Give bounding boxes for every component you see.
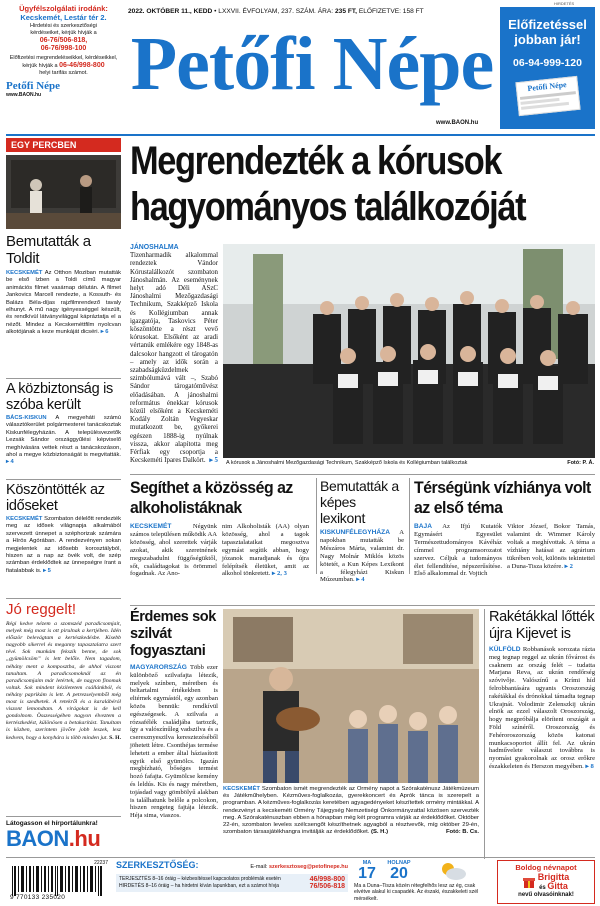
promo-phone: 06-94-999-120: [513, 57, 582, 69]
service-line2: kérdéseiket, kérjük hívják a: [30, 30, 97, 36]
subscription-price: ELŐFIZETVE: 158 FT: [358, 8, 424, 15]
story-toldi-title[interactable]: Bemutatták a Toldit: [6, 233, 91, 267]
story-rocket-page[interactable]: 8: [590, 762, 594, 770]
story-lexicon-page[interactable]: 4: [361, 576, 365, 584]
weather-text: Ma a Duna–Tisza közén rétegfelhős lesz az ég, csak elvétve alakul ki csapadék. Az északi, északkeleti szél mérsékelt.: [354, 883, 479, 902]
story-alcohol-text-a: Négyünk számos településen működik AA közösség, ahol szerettek várják azokat, akik szeretnének megszabadulni függőségüktől, sőt, családtagokat is örömmel fogadnak. Az Ano-: [130, 523, 217, 578]
story-alcohol-pages[interactable]: 2, 3: [276, 570, 287, 578]
story-plum-text: Több ezer különböző szilvafajta létezik, melyek színben, méretben és beltartalmi értékekben is eltérnek egymástól, egy azonban közös bennük: rendkívül egészségesek. A szilvafa a rózsafélék családjába tartozik, így a valószínűleg vadszilva és a cseresznyeszilva keresztezéséből jöhetett létre. Csonthéjas termése lehetett a ember által háziasított egyik első gyümölcs. Igazán megbízható, bőséges termést hozó fafajta. Gyümölcse kemény és leldús. Kis és nagy méretben, tojásdad vagy gömbölyű alakban is találhatunk belőle a polcokon, hiszen rengeteg fajtája létezik. Héja sima, viaszos.: [130, 664, 219, 820]
phone2-text: HIRDETÉS 8–16 óráig – ha hirdetni kíván lapunkban, ezt a számot hívja: [119, 883, 280, 889]
story-lexicon-lede: KISKUNFÉLEGYHÁZA: [320, 529, 390, 536]
weather-box: [354, 860, 492, 904]
weather-today-label: MA: [362, 860, 372, 866]
subscription-promo[interactable]: [500, 7, 595, 129]
nameday-title: Boldog névnapot: [515, 863, 577, 872]
baon-logo: BAON: [6, 826, 69, 851]
story-plum: [130, 609, 218, 859]
newspaper-logo: Petőfi Népe: [130, 22, 494, 106]
ormeny-sign: (S. H.): [371, 829, 389, 836]
service-phone2: 06-76/998-100: [40, 45, 87, 52]
service-box: [6, 4, 121, 128]
baon-suffix: .hu: [68, 826, 101, 851]
story-security-text: A megyeháti számú választókerület polgármesterei tanácskoztak Kiskunfélegyházán. A településvezetők Lezsák Sándor országgyűlési képviselő meghívására vettek részt a tanácskozáson, ahol a megye közbiztonságát is megvitatták.: [6, 415, 121, 459]
story-rocket-lede: KÜLFÖLD: [489, 646, 521, 653]
price-label: ÁRA:: [317, 8, 334, 15]
lead-caption: [226, 460, 594, 467]
story-rocket-title[interactable]: Rakétákkal lőtték újra Kijevet is: [489, 609, 595, 642]
story-rocket-text: Robbanások sorozata rázta meg tegnap reggel az ukrán fővárost és csaknem az ország felét – tudatta Marjana Reva, az ukrán rendőrség szóvivője. Valószínű a Krími híd felrobbantására ugyanis Oroszország rakétákkal és drónokkal támadta tegnap Ukrajnát. Volodimir Zelenszkij ukrán elnök az ezzel válaszolt Oroszország, hogy megpróbálja elöríteni országát a Föld színéről. Oroszország és Fehéroroszország közös katonai munkacsoportot állít fel. Az ukrán hadművelete válaszut továbbra is nyomást gyakorolnak az orosz erőkre északkeleten és Herszon megyében.: [489, 646, 595, 770]
promo-paper-title: Petőfi Népe: [526, 80, 567, 94]
story-lexicon: Bemutatták a képes lexikont KISKUNFÉLEGYHÁZA A napokban mutatták be Mészáros Márta, valamint dr. Nagy Molnár Miklós közös kötetét, a Kun Képes Lexikont a félegyházi Kiskun Múzeumban. ▸ 4: [316, 478, 404, 574]
story-lexicon-text: A napokban mutatták be Mészáros Márta, valamint dr. Nagy Molnár Miklós közös kötetét, a Kun Képes Lexikont a félegyházi Kiskun Múzeumban.: [320, 529, 404, 584]
ormeny-photo: [223, 609, 479, 783]
story-alcohol: Segíthet a közösség az alkoholistáknak KECSKEMÉT Négyünk számos településen működik AA közösség, ahol szerettek várják azokat, akik szeretnének megszabadulni függőségüktől, sőt, családtagokat is örömmel fogadnak. Az Ano- nim Alkoholisták (AA) olyan közösség, ahol a tagok tapasztalataikat megosztva egymást segítik abban, hogy józanok maradjanak és újra felépítsék életüket, amit az alkohol tönkretett. ▸ 2, 3: [130, 478, 310, 574]
mini-logo: Petőfi Népe: [6, 80, 61, 92]
ormeny-lede: KECSKEMÉT: [223, 786, 260, 792]
partly-cloudy-icon: [438, 860, 468, 882]
promo-line1: Előfizetéssel: [508, 17, 587, 32]
baon-tagline: Látogasson el hírportálunkra!: [6, 820, 98, 827]
good-morning-sign: S. H.: [109, 734, 121, 741]
lead-headline[interactable]: Megrendezték a kórusok hagyományos találkozóját: [130, 139, 526, 229]
row2-rule: [130, 474, 595, 475]
dateline: 2022. OKTÓBER 11., KEDD • LXXVII. ÉVFOLYAM, 237. SZÁM. ÁRA: 235 FT, ELŐFIZETVE: 158 FT: [128, 8, 424, 15]
site-url: www.BAON.hu: [436, 120, 479, 126]
story-water-title[interactable]: Térségünk vízhiánya volt az első téma: [414, 478, 591, 517]
phone1-text: TERJESZTÉS 8–16 óráig – kézbesítéssel kapcsolatos problémák esetén: [119, 876, 281, 882]
weather-tomorrow-temp: 20: [390, 865, 408, 882]
editorial-box: [116, 860, 348, 904]
barcode-digits: 9 770133 235020: [10, 894, 66, 901]
promo-line2: jobban jár!: [514, 32, 581, 47]
story-lexicon-title[interactable]: Bemutatták a képes lexikont: [320, 478, 399, 526]
gift-icon: [523, 875, 535, 889]
lead-text-column: JÁNOSHALMA Tizenharmadik alkalommal rendeztek Vándor Kórustalálkozót szombaton Jánoshalmán. Az eseménynek helyt adó Déli ASzC Jánoshalmi Mezőgazdasági Technikum, Szakképző Iskola és Kollégiumban annak igazgatója, Taskovics Péter köszöntötte a részt vevő kórusokat. Elsőként az aradi vértanúk emlékére egy 1848-as dalcsokor hangzott el tárogatón – amely az idők során a szabadságküzdelmek szimbólumává vált –, Szabó Sándor tárogatóművész előadásában. A jánoshalmi református énekkar kórusok közül elsőként a Kecskeméti Kodály Zoltán Vegyeskar mutatkozott be, győkerei egészen 1888-ig nyúlnak vissza, akkor alapította meg Férfiak egy csoportja a Kecskeméti Ipares Dalkört. ▸ 5: [130, 244, 218, 465]
story-rocket: Rakétákkal lőtték újra Kijevet is KÜLFÖLD Robbanások sorozata rázta meg tegnap reggel az ukrán fővárost és csaknem az ország felét – tudatta Marjana Reva, az ukrán rendőrség szóvivője. Valószínű a Krími híd felrobbantására ugyanis Oroszország rakétákkal és drónokkal támadta tegnap Ukrajnát. Volodimir Zelenszkij ukrán elnök az ezzel válaszolt Oroszország, hogy megpróbálja elöríteni országát a Föld színéről. Oroszország és Fehéroroszország közös katonai munkacsoportot állít fel. Az ukrán hadművelete válaszut továbbra is nyomást gyakorolnak az orosz erőkre északkeleten és Herszon megyében. ▸ 8: [484, 609, 595, 859]
choir-photo-art: [223, 244, 595, 458]
toldi-photo-art: [6, 155, 121, 229]
service-address: Kecskemét, Lestár tér 2.: [20, 13, 107, 22]
footer-rule: [6, 857, 595, 858]
nameday-name2: Gitta: [547, 881, 568, 891]
ad-tag: HIRDETÉS: [554, 1, 575, 6]
story-toldi-lede: KECSKEMÉT: [6, 270, 43, 276]
date-text: 2022. OKTÓBER 11., KEDD: [128, 8, 213, 15]
service-line1: Hirdetési és szerkesztőségi: [30, 23, 97, 29]
story-alcohol-text-b: nim Alkoholisták (AA) olyan közösség, ahol a tagok tapasztalataikat megosztva egymást segítik abban, hogy józanok maradjanak és újra felépítsék életüket, amit az alkohol tönkretett.: [222, 523, 309, 578]
nameday-name1: Brigitta: [537, 872, 570, 882]
story-security: A közbiztonság is szóba került BÁCS-KISKUN A megyeháti számú választókerület polgármesterei tanácskoztak Kiskunfélegyházán. A településvezetők Lezsák Sándor országgyűlési képviselő meghívására vettek részt a tanácskozáson, ahol a megye közbiztonságát is megvitatták. ▸ 4: [6, 378, 121, 467]
good-morning-text: Régi kedve nézem a szomszéd paradicsomjait, melyek még most is ott pirulnak a kertjében. Idén először belevágtam a kertészkedésbe. Kisebb nagyobb sikerrel és meganny tapasztalatra szert tévé. Sok munkám fekszik benne, de sok „gyümölcsöm” is lett belőle. Nem tagadom, néhány ment a komposztba, de ahhol viszont tanultam. A paradicsomoknál az én paradicsomjaim már letértek, de nagyon finomak voltak. Sok mindent kéziletetem csállánkból, és néhány paprikám is lett. A petrezselyemből még most is szedhetek. A retekről és a karalábéról viszont lemondtam. A virágokat is de kell gondolnom. Összességében nagyon élveztem a kertészkedést, különösen a betakarítást. Tanultam is közben, szerintem jövőre jobb leszek, lesz kedvem, hogy a konyhára is több minden jut.: [6, 621, 121, 741]
phone2-number[interactable]: 76/506-818: [309, 883, 345, 890]
weather-today-temp: 17: [358, 865, 376, 882]
weather-tomorrow-label: HOLNAP: [387, 860, 411, 866]
good-morning-title: Jó reggelt!: [6, 601, 77, 618]
toldi-photo: [6, 155, 121, 229]
service-line4: kérjük hívják a: [22, 63, 58, 69]
story-good-morning: [6, 598, 121, 742]
barcode: [6, 860, 110, 904]
row3-rule: [130, 605, 595, 606]
story-security-page[interactable]: 4: [10, 459, 14, 466]
ormeny-photo-art: [223, 609, 479, 783]
lead-caption-text: A kórusok a Jánoshalmi Mezőgazdasági Technikum, Szakképző Iskola és Kollégiumban találkoztak: [226, 460, 468, 466]
ormeny-caption: [223, 786, 479, 836]
section-label: EGY PERCBEN: [6, 138, 121, 152]
service-phone1: 06-76/506-818,: [39, 37, 88, 44]
story-toldi: Bemutatták a Toldit KECSKEMÉT Az Otthon Moziban mutatták be első ízben a Toldi című magyar animációs filmet vasárnap délután. A filmet Jankovics Marcell rendezte, a Kossuth- és Balázs Béla-díjas rajzfilmrendező tavaly elhunyt. A mű nagy igényességgel készült, és rendkívül látványvilággal kápráztatja el a nézőt. Mindez a Kecskeméttfilm nyolcvan alkotójának a keze munkáját dicséri. ▸ 6: [6, 233, 122, 336]
story-elderly: Köszöntötték az időseket KECSKEMÉT Szombaton délelőtt rendezték meg az idősek világnapja alkalmából szervezett ünnepet a széphorizak számára a Hírös Agórában. A rendezvényen sokan megjelentek az idősebb korosztályból, hiszen az a nap az övék volt, de szép számban érdeklődtek az ünnepségre írant a fiatalabbak is. ▸ 5: [6, 479, 121, 575]
story-elderly-title[interactable]: Köszöntötték az időseket: [6, 482, 105, 514]
volume-text: LXXVII. ÉVFOLYAM, 237. SZÁM.: [218, 8, 316, 15]
service-title: Ügyfélszolgálati irodánk:: [19, 4, 108, 13]
phone1-number[interactable]: 46/998-800: [309, 876, 345, 883]
price-text: 235 FT,: [334, 8, 357, 15]
baon-promo[interactable]: [6, 816, 121, 854]
story-water-page[interactable]: 2: [569, 562, 573, 570]
sidebar: [6, 138, 121, 874]
story-plum-title[interactable]: Érdemes sok szilvát fogyasztani: [130, 609, 216, 659]
email-label: E-mail:: [250, 864, 268, 870]
story-water: Térségünk vízhiánya volt az első téma BAJA Az Ifjú Kutatók Egymásért Egyesület Természettudományos Kávéház címmel programsorozatot szervez. Céljuk a tudományos élet fellendítése, népszerűsítése. Első alkalommal dr. Vojtich Viktor József, Bokor Tamás, valamint dr. Wimmer Károly voltak a meghívottak. A téma a vízhiány hatásai az agrárium tükrében volt, különös tekintettel a Duna-Tisza közére. ▸ 2: [409, 478, 595, 574]
story-plum-lede: MAGYARORSZÁG: [130, 664, 187, 671]
service-line3: Előfizetési megrendeléseikkel, kérdéseikkel,: [9, 55, 118, 61]
choir-photo: [223, 244, 595, 458]
service-line5: helyi tarifás számot.: [39, 70, 88, 76]
story-water-lede: BAJA: [414, 523, 432, 530]
story-alcohol-lede: KECSKEMÉT: [130, 523, 172, 530]
ormeny-credit: Fotó: B. Cs.: [445, 829, 479, 836]
story-water-text-a: Az Ifjú Kutatók Egymásért Egyesület Természettudományos Kávéház címmel programsorozatot szervez. Céljuk a tudományos élet fellendítése, népszerűsítése. Első alkalommal dr. Vojtich: [414, 523, 502, 578]
lead-page[interactable]: 5: [214, 457, 218, 465]
editorial-title: SZERKESZTŐSÉG:: [116, 860, 199, 870]
ormeny-text: Szombaton ismét megrendezték az Ormény napot a Szórakaténusz Játékmúzeum és Játékműhelyben. Kézműves-foglalkozás, gyerekkoncert és Aprók tánca is szerepelt a programban. A kézműves-foglalkozás keretében agyagedényeket készítettek ormény mintákkal. A rendezvényt a kecskeméti Ormény Tájegység Nemzetiségi Önkormányzattal közösen szervezték meg. A Szórakaténuszban ebben a hónapban még két programra várják az érdeklődőket. Október 22-én, szombaton leveles szélcsengőt készíthetnek agyagból a résztvevők, míg október 29-én, szombaton társasjátékhangra invitálják az érdeklődőket.: [223, 786, 479, 836]
story-toldi-page[interactable]: 6: [105, 329, 109, 336]
editorial-email[interactable]: szerkesztoseg@petofinepe.hu: [268, 864, 348, 870]
nameday-box: Boldog névnapot Brigitta és Gitta nevű olvasóinknak!: [497, 860, 595, 904]
service-phone3: 06-46/998-800: [59, 62, 105, 69]
masthead: [0, 0, 600, 133]
story-security-lede: BÁCS-KISKUN: [6, 415, 47, 421]
nameday-tail: nevű olvasóinknak!: [518, 892, 574, 898]
story-elderly-text: Szombaton délelőtt rendezték meg az idősek világnapja alkalmából szervezett ünnepet a széphorizak számára a Hírös Agórában. A rendezvényen sokan megjelentek az idősebb korosztályból, hiszen az a nap az övék volt, de szép számban érdeklődtek az ünnepségre írant a fiatalabbak is.: [6, 516, 121, 574]
story-elderly-lede: KECSKEMÉT: [6, 516, 43, 522]
issue-code: 22237: [94, 860, 108, 866]
story-security-title[interactable]: A közbiztonság is szóba került: [6, 381, 113, 413]
story-toldi-text: Az Otthon Moziban mutatták be első ízben a Toldi című magyar animációs filmet vasárnap délután. A filmet Jankovics Marcell rendezte, a Kossuth- és Balázs Béla-díjas rajzfilmrendező tavaly elhunyt. A mű nagy igényességgel készült, és rendkívül látványvilággal kápráztatja el a nézőt. Mindez a Kecskeméttfilm nyolcvan alkotójának a keze munkáját dicséri.: [6, 270, 122, 336]
lead-text: Tizenharmadik alkalommal rendeztek Vándor Kórustalálkozót szombaton Jánoshalmán. Az eseménynek helyt adó Déli ASzC Jánoshalmi Mezőgazdasági Technikum, Szakképző Iskola és Kollégiumban annak igazgatója, Taskovics Péter köszöntötte a részt vevő kórusokat. Elsőként az aradi vértanúk emlékére egy 1848-as dalcsokor hangzott el tárogatón – amely az idők során a szabadságküzdelmek szimbólumává vált –, Szabó Sándor tárogatóművész előadásában. A jánoshalmi református énekkar kórusok közül elsőként a Kecskeméti Kodály Zoltán Vegyeskar mutatkozott be, győkerei egészen 1888-ig nyúlnak vissza, akkor alapította meg Férfiak egy csoportja a Kecskeméti Ipares Dalkört.: [130, 252, 218, 465]
lead-photo-credit: Fotó: P. Á.: [567, 460, 594, 466]
story-water-text-b: Viktor József, Bokor Tamás, valamint dr. Wimmer Károly voltak a meghívottak. A téma a vízhiány hatásai az agrárium tükrében volt, különös tekintettel a Duna-Tisza közére.: [507, 523, 595, 570]
lead-lede: JÁNOSHALMA: [130, 244, 179, 251]
story-elderly-page[interactable]: 5: [47, 567, 51, 574]
story-alcohol-title[interactable]: Segíthet a közösség az alkoholistáknak: [130, 478, 293, 517]
mini-site: www.BAON.hu: [6, 92, 42, 98]
masthead-rule: [6, 134, 595, 136]
promo-paper-icon: [515, 76, 580, 116]
